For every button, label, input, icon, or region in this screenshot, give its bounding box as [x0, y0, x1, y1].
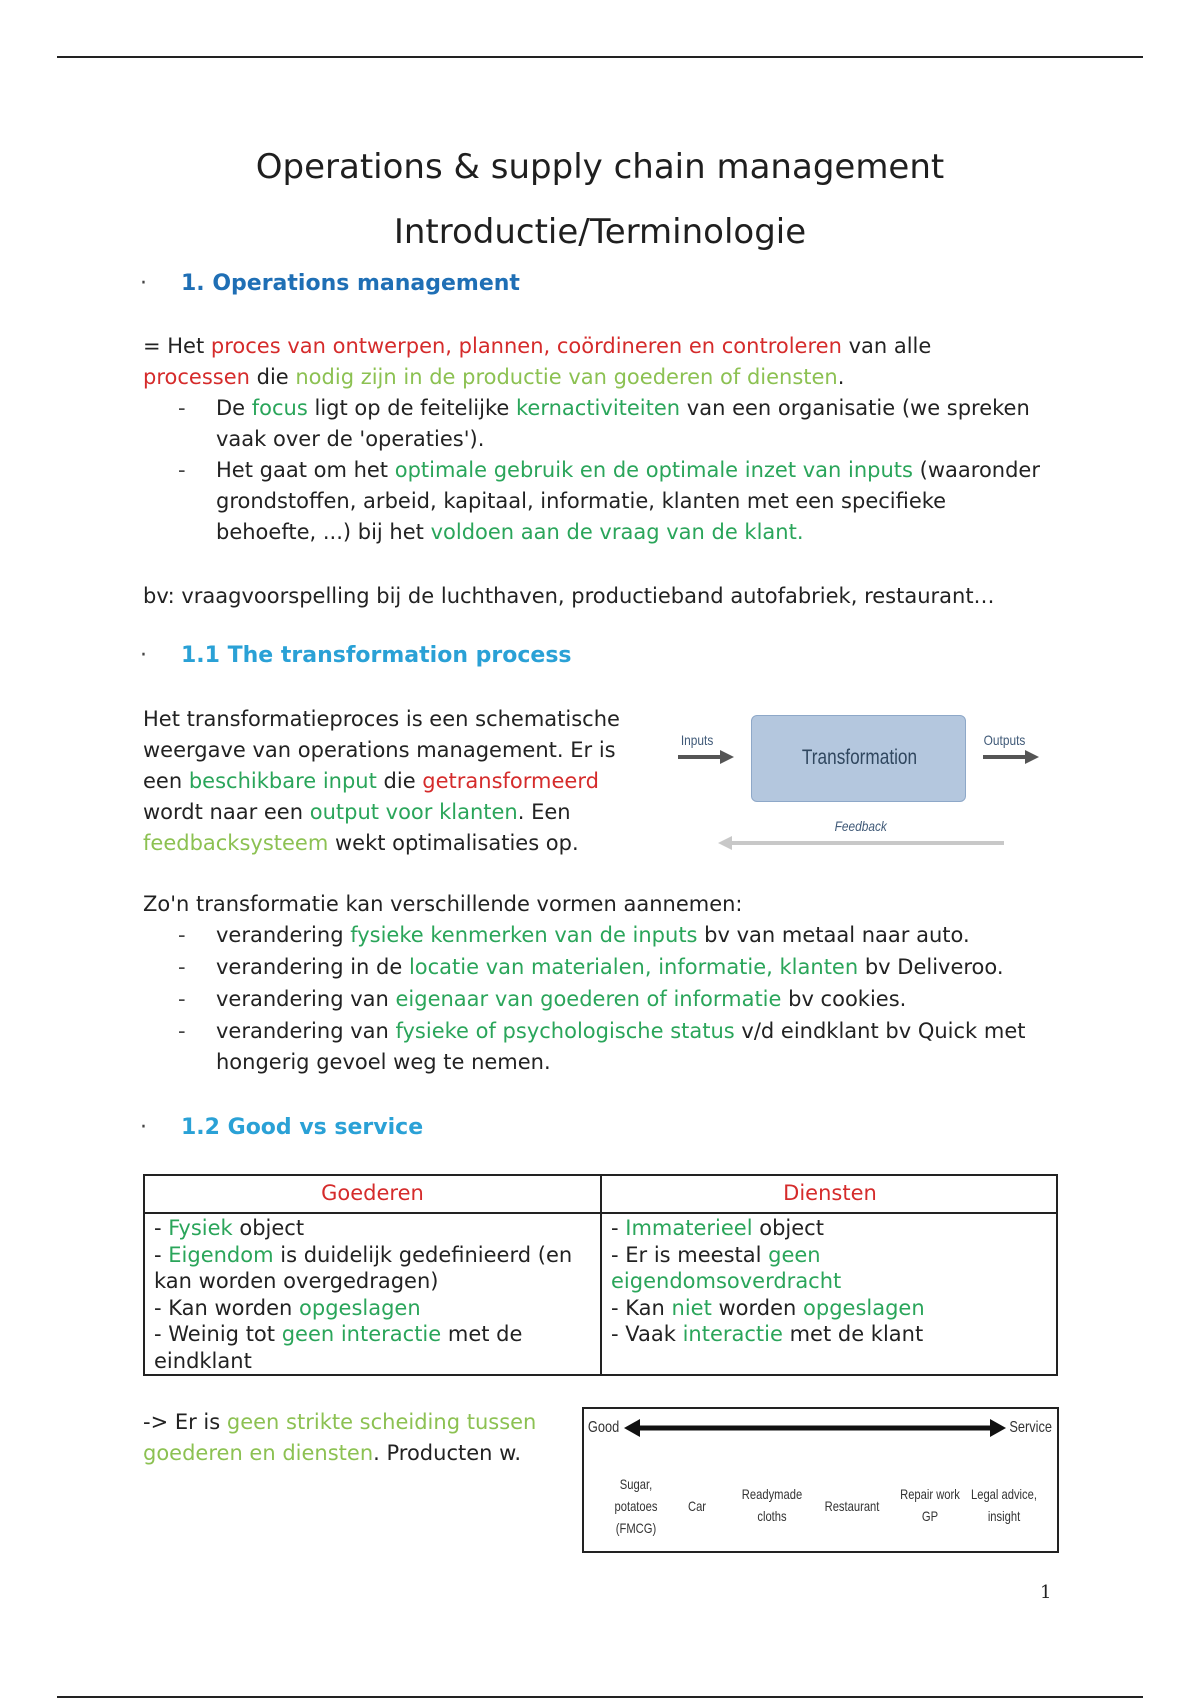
services-cell: [602, 1214, 1058, 1349]
transformation-box: [751, 715, 966, 802]
heading-text: 1. Operations management: [181, 271, 520, 296]
bullet-icon: ·: [140, 1115, 147, 1140]
services-line: - Er is meestal geen eigendomsoverdracht: [611, 1242, 842, 1293]
transformation-diagram: [670, 705, 1070, 855]
inputs-arrow-icon: [676, 750, 736, 764]
forms-intro: Zo'n transformatie kan verschillende vormen aannemen:: [143, 892, 743, 916]
spectrum-arrow-icon: [622, 1417, 1008, 1439]
dash-icon: -: [178, 458, 186, 482]
dash-icon: -: [178, 987, 186, 1011]
spectrum-item-readymade: Readymade cloths: [741, 1486, 803, 1524]
list-item: - Het gaat om het optimale gebruik en de optimale inzet van inputs (waaronder grondstoffen, arbeid, kapitaal, informatie, klanten met een specifieke behoefte, ...) bij het voldoen aan de vraag van de klant.: [143, 455, 1043, 548]
goods-vs-services-table: [143, 1174, 1058, 1376]
good-service-spectrum: [582, 1407, 1059, 1553]
list-item: - verandering in de locatie van materialen, informatie, klanten bv Deliveroo.: [143, 952, 1083, 983]
dash-icon: -: [178, 955, 186, 979]
page-number: 1: [1040, 1582, 1052, 1603]
feedback-label: Feedback: [834, 818, 887, 834]
outputs-arrow-icon: [981, 750, 1041, 764]
definition-paragraph: = Het proces van ontwerpen, plannen, coördineren en controleren van alle processen die nodig zijn in de productie van goederen of diensten.: [143, 334, 932, 389]
example-paragraph: bv: vraagvoorspelling bij de luchthaven, productieband autofabriek, restaurant…: [143, 584, 995, 608]
good-label: Good: [587, 1419, 620, 1436]
forms-bullet-list: [143, 920, 1083, 1078]
services-line: - Immaterieel object: [611, 1216, 824, 1240]
transformation-label: Transformation: [801, 746, 918, 769]
services-column: [602, 1176, 1058, 1374]
dash-icon: -: [178, 923, 186, 947]
list-item: - verandering van eigenaar van goederen of informatie bv cookies.: [143, 984, 1083, 1015]
goods-line: - Kan worden opgeslagen: [154, 1295, 421, 1320]
list-item: - verandering van fysieke of psychologische status v/d eindklant bv Quick met hongerig gevoel weg te nemen.: [143, 1016, 1083, 1078]
document-title: Operations & supply chain management: [255, 147, 945, 187]
dash-icon: -: [178, 396, 186, 420]
transformation-paragraph: Het transformatieproces is een schematische weergave van operations management. Er is een beschikbare input die getransformeerd wordt naar een output voor klanten. Een feedbacksysteem wekt optimalisaties op.: [143, 707, 620, 855]
heading-text: 1.1 The transformation process: [181, 643, 572, 668]
services-header: Diensten: [602, 1176, 1058, 1214]
spectrum-item-repair-work: Repair work GP: [900, 1486, 960, 1524]
spectrum-item-legal-advice: Legal advice, insight: [970, 1486, 1037, 1524]
bottom-rule: [57, 1696, 1143, 1698]
definition-bullet-list: [143, 393, 1043, 548]
services-line: - Vaak interactie met de klant: [611, 1322, 924, 1346]
spectrum-item-restaurant: Restaurant: [824, 1498, 880, 1514]
document-subtitle: Introductie/Terminologie: [393, 212, 807, 252]
goods-cell: [145, 1214, 600, 1375]
dash-icon: -: [178, 1019, 186, 1043]
outputs-label: Outputs: [983, 732, 1026, 748]
heading-text: 1.2 Good vs service: [181, 1115, 424, 1140]
list-item: - De focus ligt op de feitelijke kernactiviteiten van een organisatie (we spreken vaak over de 'operaties').: [143, 393, 1043, 455]
inputs-label: Inputs: [680, 732, 714, 748]
goods-line: - Fysiek object: [154, 1216, 305, 1240]
spectrum-item-car: Car: [687, 1498, 707, 1514]
services-line: - Kan niet worden opgeslagen: [611, 1295, 925, 1320]
spectrum-item-sugar: Sugar, potatoes (FMCG): [614, 1476, 658, 1536]
list-item: - verandering fysieke kenmerken van de inputs bv van metaal naar auto.: [143, 920, 1083, 951]
bullet-icon: ·: [140, 643, 147, 668]
top-rule: [57, 56, 1143, 58]
bullet-icon: ·: [140, 271, 147, 296]
no-strict-separation-paragraph: -> Er is geen strikte scheiding tussen goederen en diensten. Producten w.: [143, 1410, 537, 1465]
service-label: Service: [1009, 1419, 1053, 1436]
goods-line: - Weinig tot geen interactie met de eindklant: [154, 1322, 523, 1373]
goods-line: - Eigendom is duidelijk gedefinieerd (en kan worden overgedragen): [154, 1242, 573, 1293]
feedback-arrow-icon: [716, 835, 1006, 851]
goods-column: [145, 1176, 602, 1374]
goods-header: Goederen: [145, 1176, 600, 1214]
